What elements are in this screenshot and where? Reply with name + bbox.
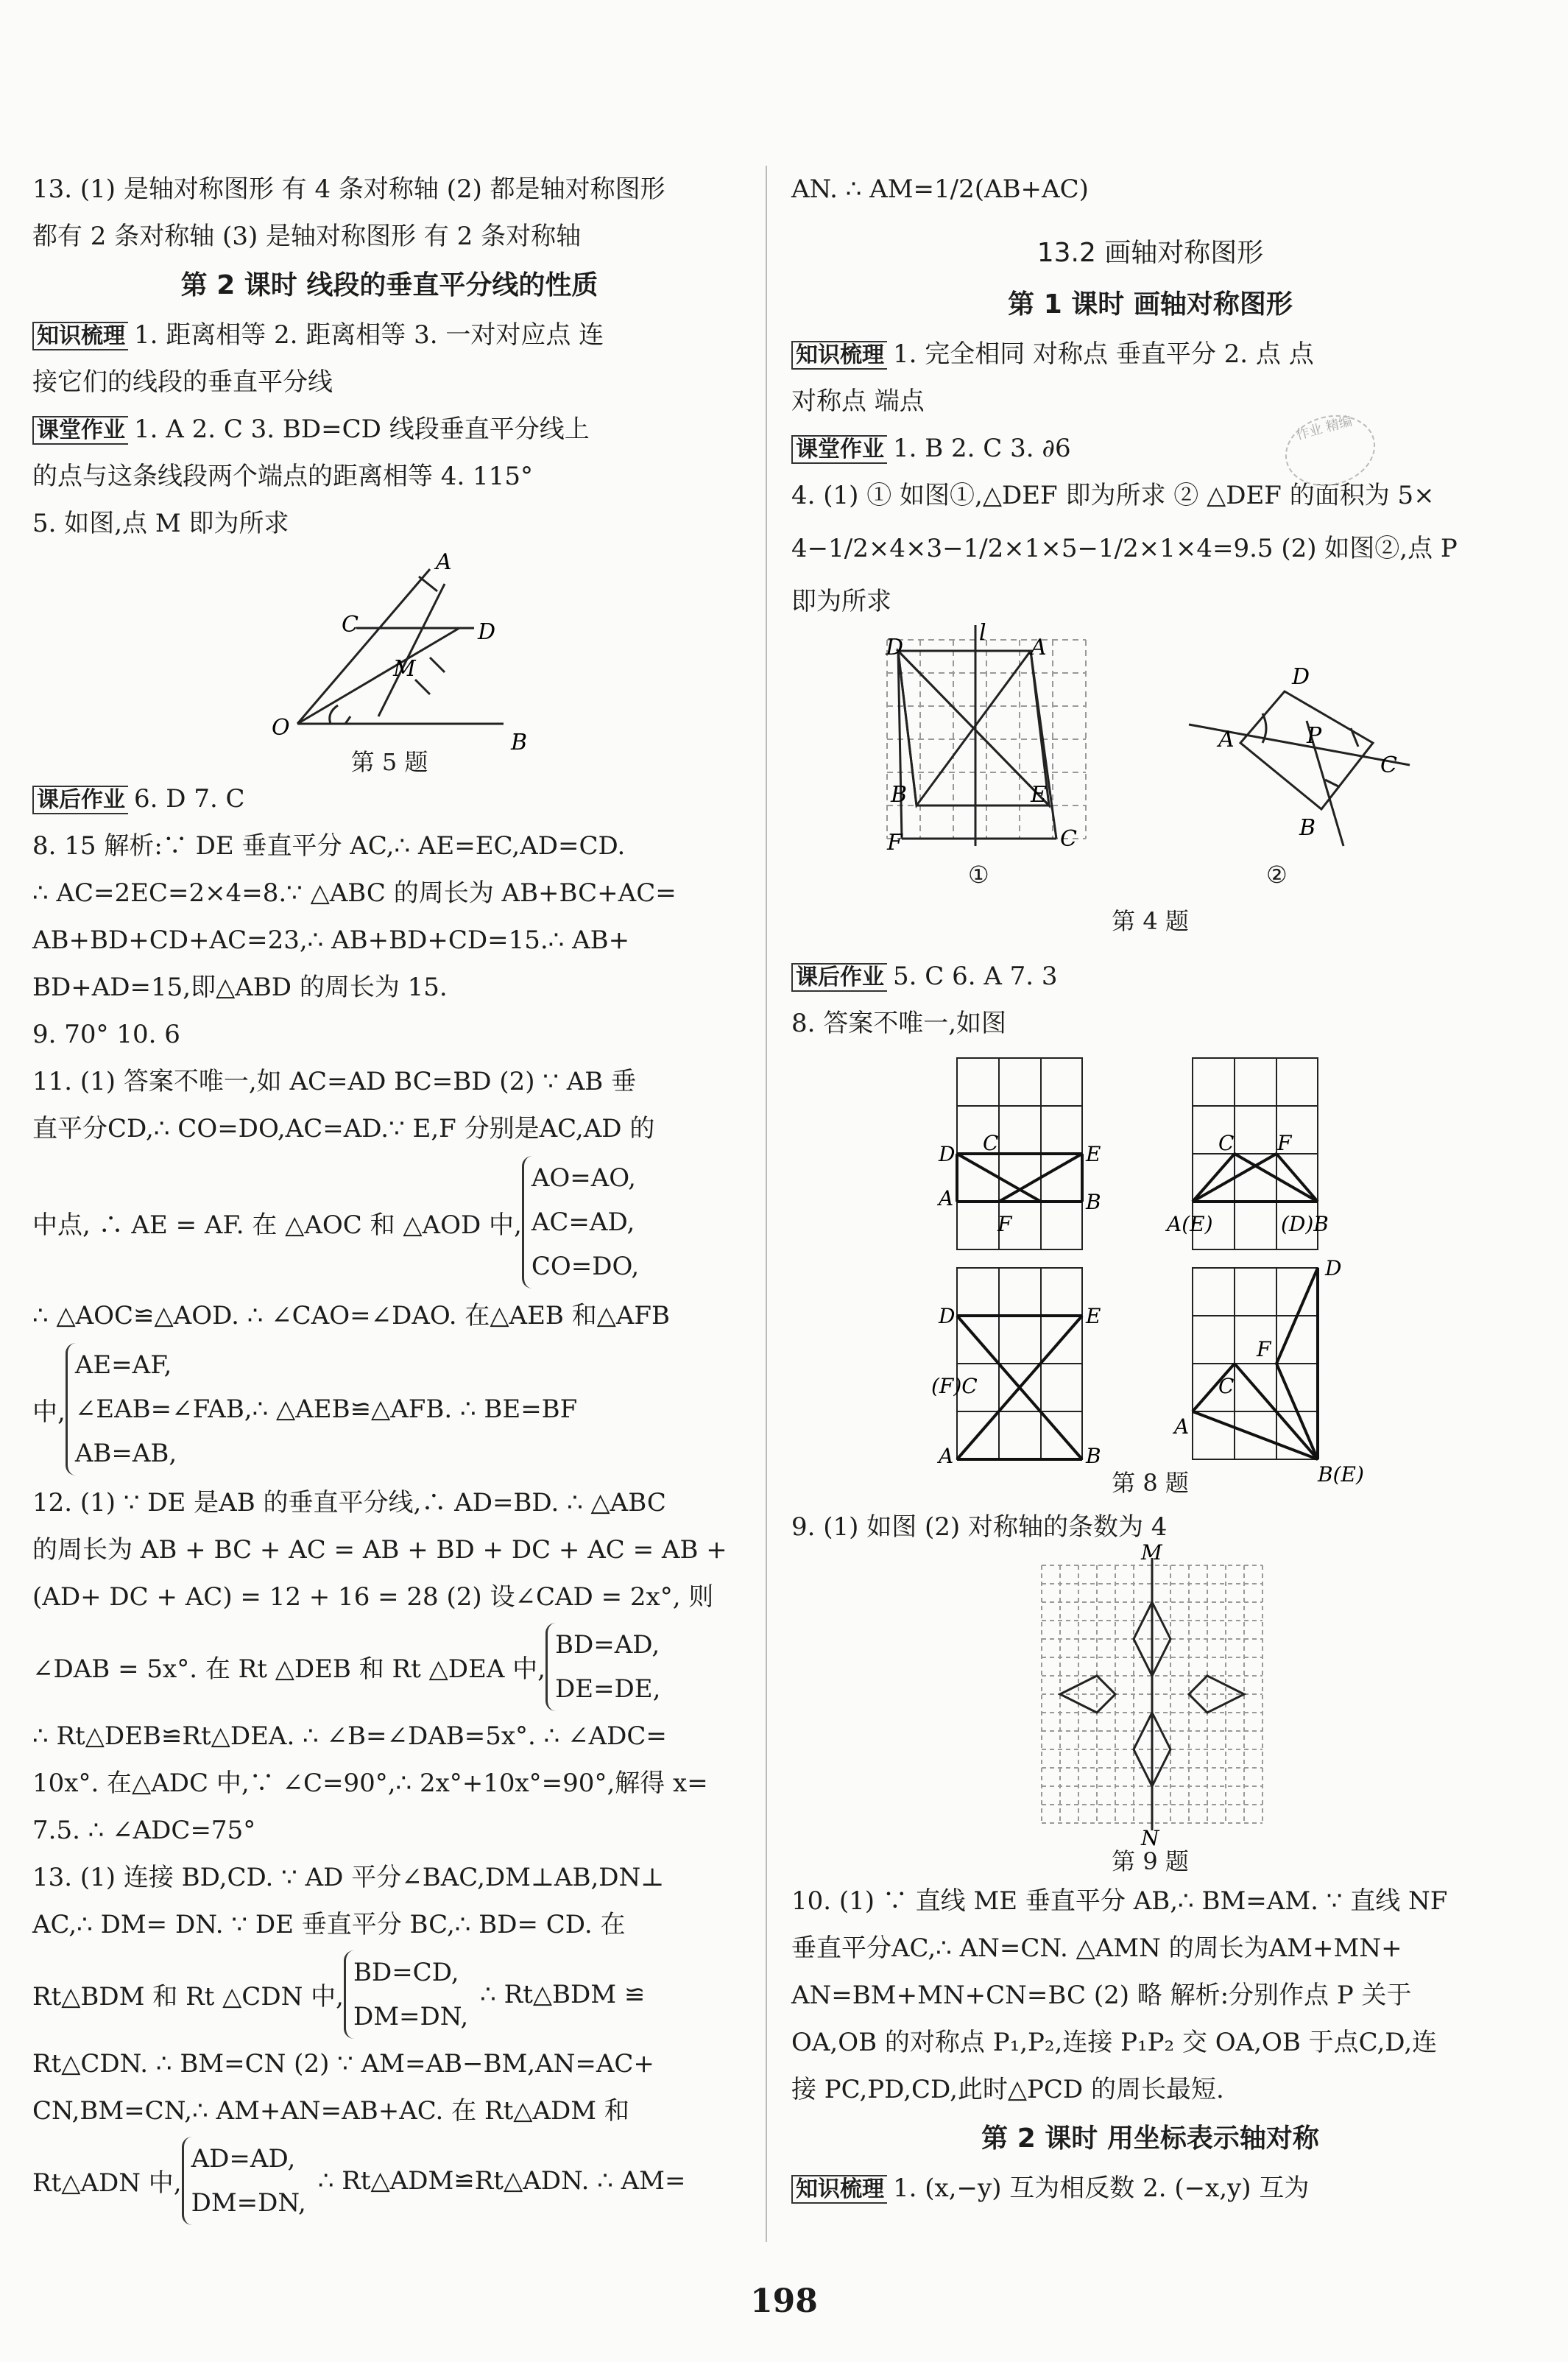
label-P: P bbox=[1307, 723, 1322, 749]
system-braces bbox=[522, 1156, 639, 1288]
ktzy-line bbox=[791, 425, 1509, 472]
text-line: 5. 如图,点 M 即为所求 bbox=[32, 509, 289, 538]
zsl-line bbox=[32, 311, 746, 359]
text-line: 4. (1) ① 如图①,△DEF 即为所求 ② △DEF 的面积为 5× bbox=[791, 481, 1435, 510]
lesson1-title: 第 1 课时 画轴对称图形 bbox=[1008, 289, 1293, 320]
left-column bbox=[32, 166, 746, 2227]
zsl-line bbox=[791, 331, 1509, 378]
zsl2-line bbox=[791, 2165, 1509, 2212]
figure-9 bbox=[791, 1540, 1509, 1850]
label-O: O bbox=[272, 715, 290, 741]
text: Rt△ADN 中, bbox=[32, 2168, 182, 2198]
system-braces bbox=[545, 1623, 660, 1711]
text-line: 7.5. ∴ ∠ADC=75° bbox=[32, 1816, 256, 1845]
text-line: 10. (1) ∵ 直线 ME 垂直平分 AB,∴ BM=AM. ∵ 直线 NF bbox=[791, 1886, 1448, 1916]
label-M: M bbox=[393, 656, 416, 682]
figure-9-caption: 第 9 题 bbox=[1112, 1847, 1189, 1875]
label-D: D bbox=[478, 619, 496, 645]
tag-ktzy: 课堂作业 bbox=[791, 435, 887, 464]
eq: DM=DN, bbox=[191, 2188, 306, 2218]
label-l: l bbox=[979, 620, 986, 646]
figure-9-diagram bbox=[791, 1540, 1509, 1850]
label-A: A bbox=[436, 549, 452, 575]
text: 1. A 2. C 3. BD=CD 线段垂直平分线上 bbox=[134, 415, 590, 444]
text: ∴ Rt△ADM≌Rt△ADN. ∴ AM= bbox=[317, 2165, 686, 2196]
label-C4: C bbox=[1218, 1374, 1235, 1398]
text-line: (AD+ DC + AC) = 12 + 16 = 28 (2) 设∠CAD = 2x°, 则 bbox=[32, 1582, 714, 1612]
figure-4 bbox=[791, 620, 1509, 953]
column-divider bbox=[766, 166, 767, 2242]
text-line: 4−1/2×4×3−1/2×1×5−1/2×1×4=9.5 (2) 如图②,点 P bbox=[791, 534, 1458, 563]
tag-zsl: 知识梳理 bbox=[32, 322, 128, 350]
text: 中点, ∴ AE = AF. 在 △AOC 和 △AOD 中, bbox=[32, 1210, 522, 1240]
text-line: OA,OB 的对称点 P₁,P₂,连接 P₁P₂ 交 OA,OB 于点C,D,连 bbox=[791, 2028, 1438, 2057]
text-line: 接 PC,PD,CD,此时△PCD 的周长最短. bbox=[791, 2075, 1224, 2104]
text: 1. 距离相等 2. 距离相等 3. 一对对应点 连 bbox=[134, 320, 604, 350]
label-C: C bbox=[983, 1131, 999, 1155]
ktzy-line bbox=[32, 406, 746, 453]
tag-khzy: 课后作业 bbox=[32, 786, 128, 814]
text-line: 11. (1) 答案不唯一,如 AC=AD BC=BD (2) ∵ AB 垂 bbox=[32, 1067, 637, 1096]
system-braces bbox=[344, 1950, 468, 2039]
section-title: 第 2 课时 线段的垂直平分线的性质 bbox=[180, 270, 598, 300]
eq: CO=DO, bbox=[531, 1252, 640, 1281]
equation-system-4 bbox=[32, 1948, 746, 2040]
section-13-2-title: 13.2 画轴对称图形 bbox=[1036, 238, 1264, 268]
label-F: F bbox=[997, 1212, 1012, 1236]
figure-4-sub2: ② bbox=[1266, 861, 1288, 889]
text-line: ∴ Rt△DEB≌Rt△DEA. ∴ ∠B=∠DAB=5x°. ∴ ∠ADC= bbox=[32, 1721, 667, 1751]
equation-system-5 bbox=[32, 2134, 746, 2227]
text-line: 都有 2 条对称轴 (3) 是轴对称图形 有 2 条对称轴 bbox=[32, 222, 582, 251]
tag-khzy: 课后作业 bbox=[791, 963, 887, 992]
eq: AB=AB, bbox=[74, 1439, 177, 1468]
label-B3: B bbox=[1086, 1444, 1101, 1468]
text-line: 垂直平分AC,∴ AN=CN. △AMN 的周长为AM+MN+ bbox=[791, 1933, 1402, 1963]
eq: AE=AF, bbox=[74, 1350, 172, 1380]
figure-8-caption: 第 8 题 bbox=[1112, 1469, 1189, 1497]
label-C2: C bbox=[1218, 1131, 1235, 1155]
eq: AO=AO, bbox=[531, 1163, 636, 1193]
text-line: 的点与这条线段两个端点的距离相等 4. 115° bbox=[32, 462, 533, 491]
text-line: 9. (1) 如图 (2) 对称轴的条数为 4 bbox=[791, 1512, 1168, 1542]
label-C: C bbox=[1060, 826, 1077, 852]
text-line: Rt△CDN. ∴ BM=CN (2) ∵ AM=AB−BM,AN=AC+ bbox=[32, 2049, 654, 2079]
label-N: N bbox=[1141, 1826, 1159, 1850]
text-line: CN,BM=CN,∴ AM+AN=AB+AC. 在 Rt△ADM 和 bbox=[32, 2096, 629, 2126]
text: 1. (x,−y) 互为相反数 2. (−x,y) 互为 bbox=[893, 2174, 1310, 2203]
equation-system-2 bbox=[32, 1339, 746, 1479]
label-B: B bbox=[891, 782, 908, 808]
text-line: 8. 15 解析:∵ DE 垂直平分 AC,∴ AE=EC,AD=CD. bbox=[32, 831, 626, 861]
text-line: AN=BM+MN+CN=BC (2) 略 解析:分别作点 P 关于 bbox=[791, 1981, 1412, 2010]
text-line: 对称点 端点 bbox=[791, 387, 925, 416]
label-D3: D bbox=[939, 1304, 956, 1328]
eq: AD=AD, bbox=[191, 2143, 296, 2174]
label-AE: A(E) bbox=[1167, 1212, 1213, 1236]
label-FC: (F)C bbox=[931, 1374, 978, 1398]
tag-zsl: 知识梳理 bbox=[791, 341, 887, 370]
figure-5-diagram bbox=[32, 547, 746, 775]
eq: ∠EAB=∠FAB,∴ △AEB≌△AFB. ∴ BE=BF bbox=[74, 1395, 578, 1424]
label-A: A bbox=[939, 1186, 954, 1210]
text: 6. D 7. C bbox=[134, 784, 245, 814]
label-D4: D bbox=[1325, 1256, 1342, 1280]
eq: BD=CD, bbox=[353, 1957, 459, 1987]
label-E3: E bbox=[1086, 1304, 1101, 1328]
text: Rt△BDM 和 Rt △CDN 中, bbox=[32, 1982, 344, 2012]
eq: BD=AD, bbox=[554, 1629, 660, 1660]
label-A: A bbox=[1031, 635, 1047, 660]
label-DB: (D)B bbox=[1281, 1212, 1329, 1236]
khzy-line bbox=[32, 775, 746, 822]
label-F4: F bbox=[1257, 1337, 1271, 1361]
label-M: M bbox=[1141, 1540, 1162, 1565]
eq: DE=DE, bbox=[554, 1674, 661, 1704]
text-line: AN. ∴ AM=1/2(AB+AC) bbox=[791, 174, 1089, 204]
text: ∠DAB = 5x°. 在 Rt △DEB 和 Rt △DEA 中, bbox=[32, 1654, 545, 1684]
text-line: BD+AD=15,即△ABD 的周长为 15. bbox=[32, 973, 448, 1002]
tag-ktzy: 课堂作业 bbox=[32, 416, 128, 445]
text-line: 的周长为 AB + BC + AC = AB + BD + DC + AC = AB + bbox=[32, 1535, 727, 1565]
text-line: 13. (1) 是轴对称图形 有 4 条对称轴 (2) 都是轴对称图形 bbox=[32, 174, 665, 204]
text: 1. 完全相同 对称点 垂直平分 2. 点 点 bbox=[893, 339, 1314, 369]
system-braces bbox=[182, 2137, 306, 2225]
text-line: 接它们的线段的垂直平分线 bbox=[32, 367, 333, 397]
khzy-line bbox=[791, 953, 1509, 1000]
text: 5. C 6. A 7. 3 bbox=[893, 962, 1058, 991]
tag-zsl2: 知识梳理 bbox=[791, 2175, 887, 2204]
label-B: B bbox=[1086, 1190, 1101, 1214]
equation-system-3 bbox=[32, 1621, 746, 1713]
text-line: ∴ △AOC≌△AOD. ∴ ∠CAO=∠DAO. 在△AEB 和△AFB bbox=[32, 1301, 671, 1330]
text: ∴ Rt△BDM ≌ bbox=[480, 1979, 646, 2009]
label-E: E bbox=[1086, 1142, 1101, 1166]
label-D: D bbox=[886, 635, 904, 660]
text-line: 12. (1) ∵ DE 是AB 的垂直平分线,∴ AD=BD. ∴ △ABC bbox=[32, 1488, 666, 1517]
label-B: B bbox=[511, 730, 528, 755]
right-column bbox=[791, 166, 1509, 2212]
stamp: 作业 精编 bbox=[1277, 406, 1383, 496]
label-E: E bbox=[1031, 782, 1047, 808]
figure-5 bbox=[32, 547, 746, 775]
text-line: 9. 70° 10. 6 bbox=[32, 1020, 180, 1049]
text-line: ∴ AC=2EC=2×4=8.∵ △ABC 的周长为 AB+BC+AC= bbox=[32, 878, 677, 908]
label-BE: B(E) bbox=[1318, 1462, 1364, 1487]
label-D: D bbox=[939, 1142, 956, 1166]
text-line: AB+BD+CD+AC=23,∴ AB+BD+CD=15.∴ AB+ bbox=[32, 926, 630, 955]
text-line: 13. (1) 连接 BD,CD. ∵ AD 平分∠BAC,DM⊥AB,DN⊥ bbox=[32, 1863, 665, 1892]
label-A2: A bbox=[1218, 727, 1235, 752]
text-line: 10x°. 在△ADC 中,∵ ∠C=90°,∴ 2x°+10x°=90°,解得 x= bbox=[32, 1769, 708, 1798]
figure-4-sub1: ① bbox=[968, 861, 989, 889]
eq: AC=AD, bbox=[531, 1208, 635, 1237]
label-C: C bbox=[342, 612, 359, 638]
lesson2-title: 第 2 课时 用坐标表示轴对称 bbox=[981, 2123, 1319, 2154]
page-number: 198 bbox=[750, 2282, 818, 2320]
system-braces bbox=[66, 1343, 577, 1476]
label-F2: F bbox=[1277, 1131, 1292, 1155]
text: 1. B 2. C 3. ∂6 bbox=[893, 434, 1071, 463]
text-line: 8. 答案不唯一,如图 bbox=[791, 1009, 1007, 1038]
figure-4-caption: 第 4 题 bbox=[1112, 907, 1189, 935]
label-B2: B bbox=[1299, 815, 1316, 841]
text-line: 即为所求 bbox=[791, 587, 891, 616]
label-A4: A bbox=[1174, 1414, 1190, 1439]
eq: DM=DN, bbox=[353, 2001, 469, 2031]
label-D2: D bbox=[1292, 664, 1310, 690]
equation-system-1 bbox=[32, 1152, 746, 1292]
figure-5-caption: 第 5 题 bbox=[350, 748, 428, 776]
text: 中, bbox=[32, 1397, 66, 1427]
label-C2: C bbox=[1380, 752, 1397, 778]
text-line: AC,∴ DM= DN. ∵ DE 垂直平分 BC,∴ BD= CD. 在 bbox=[32, 1910, 626, 1939]
figure-4-diagram bbox=[791, 620, 1509, 953]
label-F: F bbox=[887, 830, 903, 856]
text-line: 直平分CD,∴ CO=DO,AC=AD.∵ E,F 分别是AC,AD 的 bbox=[32, 1114, 655, 1143]
label-A3: A bbox=[939, 1444, 954, 1468]
